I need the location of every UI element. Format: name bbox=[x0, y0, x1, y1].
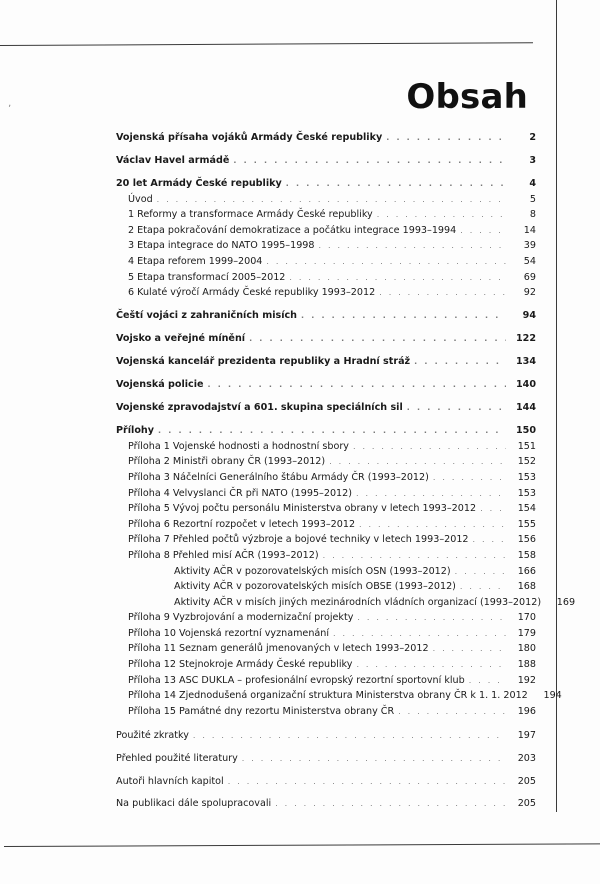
toc-entry-page: 92 bbox=[523, 287, 536, 299]
dot-leader bbox=[356, 486, 506, 502]
toc-entry[interactable] bbox=[116, 796, 536, 812]
toc-entry-label: Příloha 13 ASC DUKLA – profesionální evropský rezortní sportovní klub bbox=[128, 674, 465, 686]
toc-entry-label: Příloha 10 Vojenská rezortní vyznamenání bbox=[128, 627, 330, 639]
toc-entry-label: Vojenská policie bbox=[116, 378, 204, 390]
toc-entry[interactable] bbox=[116, 270, 536, 286]
dot-leader bbox=[398, 704, 506, 720]
toc-entry[interactable] bbox=[116, 223, 536, 239]
table-of-contents bbox=[116, 130, 576, 812]
toc-entry-page: 153 bbox=[517, 471, 536, 483]
toc-entry-label: Příloha 6 Rezortní rozpočet v letech 1993–2012 bbox=[128, 518, 356, 530]
dot-leader bbox=[379, 285, 506, 301]
toc-entry-label: Vojsko a veřejné mínění bbox=[116, 332, 246, 344]
toc-entry-label: Vojenská přísaha vojáků Armády České republiky bbox=[116, 132, 383, 143]
toc-entry[interactable] bbox=[116, 400, 536, 416]
toc-entry[interactable] bbox=[116, 308, 536, 324]
toc-entry-label: Příloha 4 Velvyslanci ČR při NATO (1995–2012) bbox=[128, 487, 353, 499]
dot-leader bbox=[228, 774, 506, 790]
toc-entry-page: 122 bbox=[515, 332, 536, 344]
toc-entry-page: 156 bbox=[517, 534, 536, 546]
toc-entry-page: 155 bbox=[517, 518, 536, 530]
toc-entry-page: 150 bbox=[515, 424, 536, 436]
toc-entry-page: 192 bbox=[517, 674, 536, 686]
toc-entry-page: 151 bbox=[517, 440, 536, 452]
toc-entry-label: Příloha 5 Vývoj počtu personálu Ministerstva obrany v letech 1993–2012 bbox=[128, 503, 477, 515]
toc-entry-page: 153 bbox=[517, 487, 536, 499]
toc-entry-label: Aktivity AČR v pozorovatelských misích OBSE (1993–2012) bbox=[174, 581, 456, 593]
toc-entry-page: 54 bbox=[523, 255, 536, 267]
toc-entry[interactable] bbox=[116, 595, 576, 611]
toc-entry-label: Příloha 1 Vojenské hodnosti a hodnostní sbory bbox=[128, 440, 349, 452]
dot-leader bbox=[286, 176, 506, 192]
toc-entry-page: 5 bbox=[529, 193, 536, 205]
toc-entry[interactable] bbox=[116, 354, 536, 370]
dot-leader bbox=[356, 657, 506, 673]
toc-entry-page: 196 bbox=[517, 705, 536, 717]
toc-entry[interactable] bbox=[116, 610, 536, 626]
toc-entry-label: 3 Etapa integrace do NATO 1995–1998 bbox=[128, 240, 315, 252]
dot-leader bbox=[158, 423, 506, 439]
dot-leader bbox=[208, 377, 506, 393]
toc-entry[interactable] bbox=[116, 501, 536, 517]
toc-entry[interactable] bbox=[116, 657, 536, 673]
dot-leader bbox=[329, 454, 506, 470]
toc-entry-label: Vojenské zpravodajství a 601. skupina speciálních sil bbox=[116, 401, 403, 413]
toc-entry-page: 134 bbox=[515, 355, 536, 367]
dot-leader bbox=[266, 254, 506, 270]
dot-leader bbox=[193, 728, 506, 744]
dot-leader bbox=[460, 579, 506, 595]
toc-entry[interactable] bbox=[116, 153, 536, 169]
toc-entry-label: Příloha 12 Stejnokroje Armády České republiky bbox=[128, 659, 353, 671]
dot-leader bbox=[333, 626, 506, 642]
dot-leader bbox=[469, 673, 506, 689]
toc-entry[interactable] bbox=[116, 130, 536, 146]
toc-entry-label: 20 let Armády České republiky bbox=[116, 177, 282, 189]
dot-leader bbox=[242, 751, 506, 767]
dot-leader bbox=[301, 308, 506, 324]
dot-leader bbox=[359, 517, 506, 533]
toc-entry-page: 168 bbox=[517, 581, 536, 593]
toc-entry-page: 205 bbox=[517, 775, 536, 787]
dot-leader bbox=[460, 223, 506, 239]
toc-entry-page: 203 bbox=[517, 753, 536, 765]
toc-entry[interactable] bbox=[116, 688, 562, 704]
toc-entry-page: 154 bbox=[517, 503, 536, 515]
toc-entry-page: 39 bbox=[523, 240, 536, 252]
toc-entry-page: 179 bbox=[517, 627, 536, 639]
toc-entry-label: Příloha 9 Vyzbrojování a modernizační projekty bbox=[128, 612, 354, 624]
toc-entry[interactable] bbox=[116, 728, 536, 744]
toc-entry-page: 69 bbox=[523, 271, 536, 283]
toc-entry-label: Přílohy bbox=[116, 424, 155, 436]
toc-entry[interactable] bbox=[116, 439, 536, 455]
toc-entry-page: 166 bbox=[517, 565, 536, 577]
toc-entry[interactable] bbox=[116, 285, 536, 301]
toc-entry-page: 8 bbox=[529, 209, 536, 221]
dot-leader bbox=[249, 331, 506, 347]
toc-entry[interactable] bbox=[116, 641, 536, 657]
toc-entry-page: 205 bbox=[517, 798, 536, 810]
toc-entry[interactable] bbox=[116, 704, 536, 720]
toc-entry-page: 180 bbox=[517, 643, 536, 655]
toc-entry-label: 1 Reformy a transformace Armády České republiky bbox=[128, 209, 373, 221]
toc-entry[interactable] bbox=[116, 454, 536, 470]
toc-entry-page: 152 bbox=[517, 456, 536, 468]
toc-entry-label: Na publikaci dále spolupracovali bbox=[116, 798, 272, 810]
toc-entry-label: 5 Etapa transformací 2005–2012 bbox=[128, 271, 286, 283]
dot-leader bbox=[455, 564, 506, 580]
toc-entry-label: 6 Kulaté výročí Armády České republiky 1993–2012 bbox=[128, 287, 376, 299]
toc-entry[interactable] bbox=[116, 254, 536, 270]
toc-entry-label: Čeští vojáci z zahraničních misích bbox=[116, 309, 297, 321]
dot-leader bbox=[480, 501, 506, 517]
dot-leader bbox=[275, 796, 506, 812]
toc-entry-label: Aktivity AČR v misích jiných mezinárodních vládních organizací (1993–2012) bbox=[174, 596, 542, 608]
toc-entry[interactable] bbox=[116, 470, 536, 486]
toc-entry-label: 2 Etapa pokračování demokratizace a počátku integrace 1993–1994 bbox=[128, 224, 457, 236]
toc-entry[interactable] bbox=[116, 176, 536, 192]
toc-entry-page: 197 bbox=[517, 730, 536, 742]
toc-entry-label: Příloha 14 Zjednodušená organizační struktura Ministerstva obrany ČR k 1. 1. 2012 bbox=[128, 690, 528, 702]
toc-entry-label: Příloha 8 Přehled misí AČR (1993–2012) bbox=[128, 549, 319, 561]
toc-entry[interactable] bbox=[116, 207, 536, 223]
dot-leader bbox=[473, 532, 506, 548]
dot-leader bbox=[407, 400, 506, 416]
toc-entry[interactable] bbox=[116, 564, 536, 580]
toc-entry[interactable] bbox=[116, 626, 536, 642]
toc-entry-page: 170 bbox=[517, 612, 536, 624]
top-rule bbox=[0, 42, 533, 46]
dot-leader bbox=[353, 439, 506, 455]
toc-entry-page: 158 bbox=[517, 549, 536, 561]
dot-leader bbox=[386, 130, 506, 146]
toc-entry-page: 169 bbox=[556, 596, 576, 608]
toc-entry-page: 2 bbox=[529, 132, 536, 143]
toc-entry-page: 140 bbox=[515, 378, 536, 390]
toc-entry-label: 4 Etapa reforem 1999–2004 bbox=[128, 255, 263, 267]
dot-leader bbox=[233, 153, 506, 169]
toc-entry-label: Václav Havel armádě bbox=[116, 154, 230, 166]
toc-entry-page: 188 bbox=[517, 659, 536, 671]
toc-entry[interactable] bbox=[116, 751, 536, 767]
toc-entry-page: 4 bbox=[529, 177, 536, 189]
dot-leader bbox=[323, 548, 506, 564]
toc-entry[interactable] bbox=[116, 486, 536, 502]
toc-entry-page: 144 bbox=[515, 401, 536, 413]
toc-entry-label: Přehled použité literatury bbox=[116, 753, 238, 765]
toc-entry[interactable] bbox=[116, 423, 536, 439]
toc-entry-label: Aktivity AČR v pozorovatelských misích OSN (1993–2012) bbox=[174, 565, 451, 577]
dot-leader bbox=[357, 610, 506, 626]
toc-entry[interactable] bbox=[116, 331, 536, 347]
toc-entry[interactable] bbox=[116, 673, 536, 689]
toc-entry-label: Příloha 15 Památné dny rezortu Ministerstva obrany ČR bbox=[128, 705, 395, 717]
dot-leader bbox=[433, 641, 506, 657]
toc-entry-page: 94 bbox=[522, 309, 536, 321]
toc-entry-label: Vojenská kancelář prezidenta republiky a Hradní stráž bbox=[116, 355, 411, 367]
toc-entry-label: Příloha 2 Ministři obrany ČR (1993–2012) bbox=[128, 456, 326, 468]
toc-entry-label: Úvod bbox=[128, 193, 153, 205]
toc-entry[interactable] bbox=[116, 579, 536, 595]
toc-entry[interactable] bbox=[116, 192, 536, 208]
bottom-rule bbox=[4, 843, 600, 847]
toc-entry-page: 194 bbox=[543, 690, 562, 702]
toc-entry-page: 14 bbox=[523, 224, 536, 236]
toc-entry-label: Použité zkratky bbox=[116, 730, 189, 742]
scan-speck: ʼ bbox=[8, 104, 12, 115]
toc-entry[interactable] bbox=[116, 532, 536, 548]
toc-entry-label: Příloha 3 Náčelníci Generálního štábu Armády ČR (1993–2012) bbox=[128, 471, 429, 483]
dot-leader bbox=[414, 354, 506, 370]
toc-entry-page: 3 bbox=[529, 154, 536, 166]
page-title: Obsah bbox=[406, 76, 528, 117]
toc-entry-label: Autoři hlavních kapitol bbox=[116, 775, 224, 787]
toc-entry-label: Příloha 11 Seznam generálů jmenovaných v letech 1993–2012 bbox=[128, 643, 429, 655]
toc-entry[interactable] bbox=[116, 774, 536, 790]
dot-leader bbox=[157, 192, 506, 208]
toc-entry[interactable] bbox=[116, 548, 536, 564]
dot-leader bbox=[289, 270, 506, 286]
dot-leader bbox=[433, 470, 506, 486]
toc-entry[interactable] bbox=[116, 377, 536, 393]
dot-leader bbox=[319, 238, 506, 254]
toc-entry[interactable] bbox=[116, 238, 536, 254]
toc-entry[interactable] bbox=[116, 517, 536, 533]
toc-entry-label: Příloha 7 Přehled počtů výzbroje a bojové techniky v letech 1993–2012 bbox=[128, 534, 469, 546]
dot-leader bbox=[377, 207, 506, 223]
